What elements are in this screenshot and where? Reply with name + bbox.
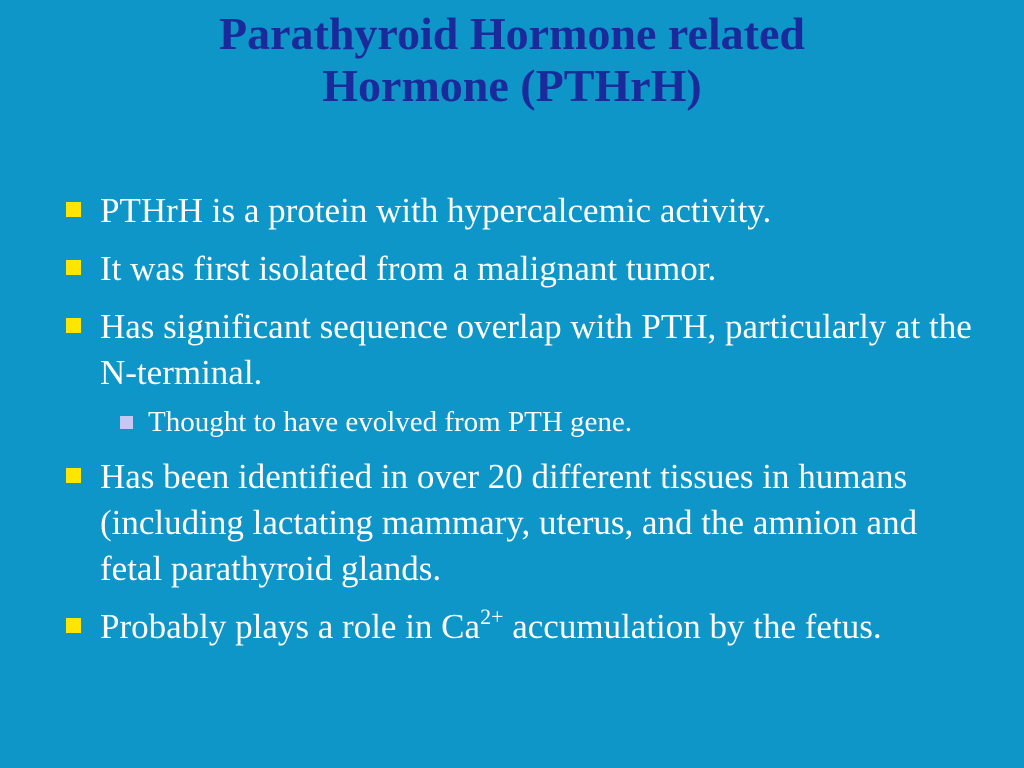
square-bullet-icon (66, 260, 81, 275)
bullet-item (62, 246, 982, 292)
bullet-list (62, 188, 982, 662)
sub-bullet-item (118, 402, 982, 442)
slide-title-line-1: Parathyroid Hormone related (219, 8, 805, 59)
bullet-text: Has significant sequence overlap with PTH, particularly at the N-terminal. (100, 307, 972, 392)
square-bullet-icon (66, 618, 81, 633)
bullet-text: It was first isolated from a malignant tumor. (100, 249, 717, 288)
square-bullet-icon (66, 468, 81, 483)
sub-bullet-text: Thought to have evolved from PTH gene. (148, 406, 633, 438)
slide-title (60, 8, 964, 112)
bullet-item (62, 604, 982, 650)
bullet-item (62, 304, 982, 396)
square-bullet-icon (66, 202, 81, 217)
bullet-item (62, 188, 982, 234)
bullet-text-start: Probably plays a role in Ca (100, 607, 481, 646)
bullet-text-end: accumulation by the fetus. (503, 607, 882, 646)
bullet-item (62, 454, 982, 592)
square-bullet-icon (66, 318, 81, 333)
bullet-text: PTHrH is a protein with hypercalcemic activity. (100, 191, 772, 230)
superscript-charge: 2+ (480, 604, 504, 629)
slide-title-line-2: Hormone (PTHrH) (322, 60, 702, 111)
square-sub-bullet-icon (120, 416, 133, 429)
bullet-text: Has been identified in over 20 different tissues in humans (including lactating mammary, uterus, and the amnion and fetal parathyroid glands. (100, 457, 918, 588)
